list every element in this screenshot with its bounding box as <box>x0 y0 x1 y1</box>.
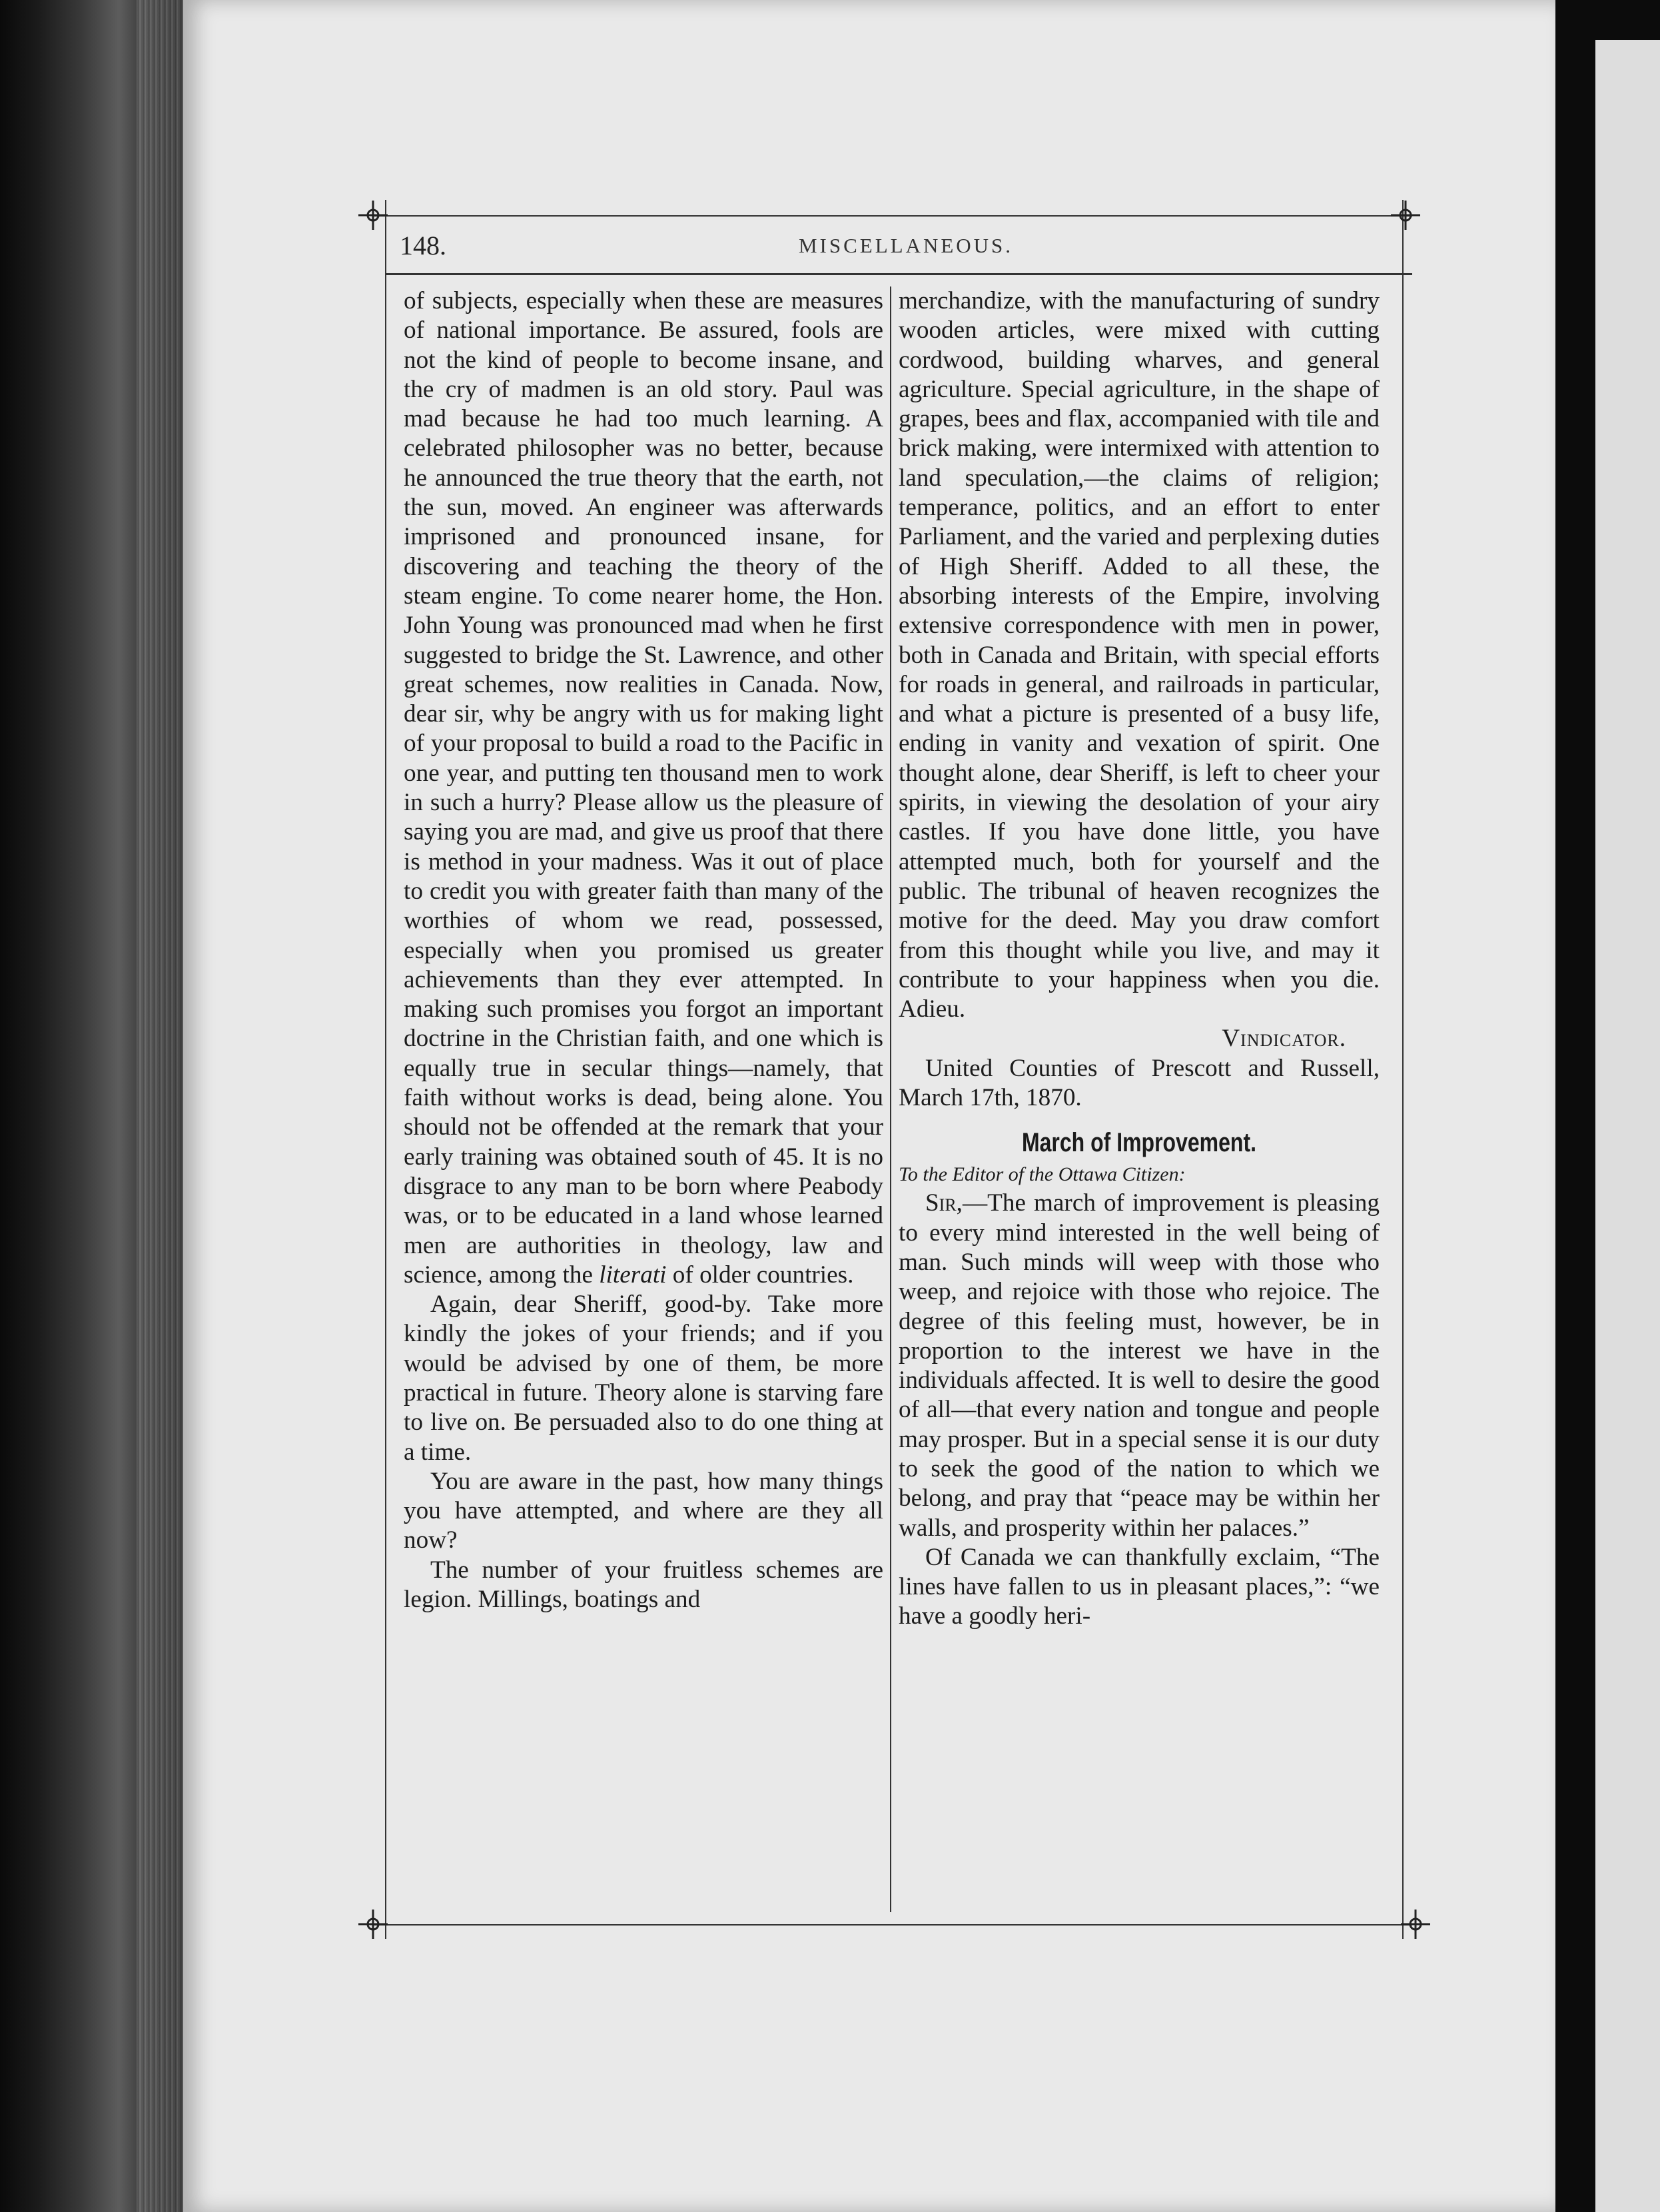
paragraph: You are aware in the past, how many things you have attempted, and where are they all now? <box>404 1467 883 1554</box>
place-date: United Counties of Prescott and Russell, March 17th, 1870. <box>899 1054 1380 1112</box>
corner-ornament-icon <box>358 201 388 230</box>
paragraph: merchandize, with the manufacturing of sundry wooden articles, were mixed with cutting cordwood, building wharves, and general agriculture. Special agriculture, in the shape of grapes, bees and flax, accompanied with tile and brick making, were intermixed with attention to land speculation,—the claims of religion; temperance, politics, and an effort to enter Parliament, and the varied and perplexing duties of High Sheriff. Added to all these, the absorbing interests of the Empire, involving extensive correspondence with men in power, both in Canada and Britain, with special efforts for roads in general, and railroads in particular, and what a picture is presented of a busy life, ending in vanity and vexation of spirit. One thought alone, dear Sheriff, is left to cheer your spirits, in viewing the desolation of your airy castles. If you have done little, you have attempted much, both for yourself and the public. The tribunal of heaven recognizes the motive for the deed. May you draw comfort from this thought while you live, and may it contribute to your happiness when you die. Adieu. <box>899 287 1380 1023</box>
frame-left-rule <box>385 200 386 1939</box>
right-column <box>899 286 1380 1912</box>
frame-bottom-rule <box>373 1924 1412 1926</box>
header-rule <box>386 273 1412 275</box>
corner-ornament-icon <box>358 1910 388 1939</box>
paragraph <box>899 1189 1380 1543</box>
column-divider <box>890 286 891 1912</box>
paragraph: Again, dear Sheriff, good-by. Take more kindly the jokes of your friends; and if you would be advised by one of them, be more practical in future. Theory alone is starving fare to live on. Be persuaded also to do one thing at a time. <box>404 1291 883 1466</box>
section-title: MISCELLANEOUS. <box>798 234 1014 257</box>
signature: Vindicator. <box>1222 1025 1346 1053</box>
italic-term: literati <box>599 1261 667 1289</box>
paragraph <box>404 286 883 1290</box>
salutation: Sir, <box>925 1189 963 1217</box>
page-number: 148. <box>400 231 446 261</box>
corner-ornament-icon <box>1391 201 1420 230</box>
left-column <box>404 286 883 1912</box>
page-edges <box>137 0 183 2212</box>
paragraph: Of Canada we can thankfully exclaim, “The lines have fallen to us in pleasant places,”: “we have a goodly heri- <box>899 1543 1380 1630</box>
article-heading: March of Improvement. <box>1021 1128 1257 1158</box>
running-head <box>400 230 1412 270</box>
paragraph-text: of older countries. <box>666 1261 854 1289</box>
facing-page-edge <box>1595 40 1660 2212</box>
corner-ornament-icon <box>1401 1910 1430 1939</box>
paragraph: The number of your fruitless schemes are legion. Millings, boatings and <box>404 1556 883 1614</box>
frame-right-rule <box>1402 200 1404 1939</box>
paragraph-text: of subjects, especially when these are measures of national importance. Be assured, fools are not the kind of people to become insane, and the cry of madmen is an old story. Paul was mad because he had too much learning. A celebrated philosopher was no better, because he announced the true theory that the earth, not the sun, moved. An engineer was afterwards imprisoned and pronounced insane, for discovering and teaching the theory of the steam engine. To come nearer home, the Hon. John Young was pronounced mad when he first suggested to bridge the St. Lawrence, and other great schemes, now realities in Canada. Now, dear sir, why be angry with us for making light of your proposal to build a road to the Pacific in one year, and putting ten thousand men to work in such a hurry? Please allow us the pleasure of saying you are mad, and give us proof that there is method in your madness. Was it out of place to credit you with greater faith than many of the worthies of whom we read, possessed, especially when you promised us greater achievements than they ever attempted. In making such promises you forgot an important doctrine in the Christian faith, and one which is equally true in secular things—namely, that faith without works is dead, being alone. You should not be offended at the remark that your early training was obtained south of 45. It is no disgrace to any man to be born where Peabody was, or to be educated in a land whose learned men are authorities in theology, law and science, among the <box>404 287 883 1289</box>
paragraph-text: —The march of improvement is pleasing to every mind interested in the well being of man. Such minds will weep with those who weep, and rejoice with those who rejoice. The degree of this feeling must, however, be in proportion to the interest we have in the individuals affected. It is well to desire the good of all—that every nation and tongue and people may prosper. But in a special sense it is our duty to seek the good of the nation to which we belong, and pray that “peace may be within her walls, and prosperity within her palaces.” <box>899 1189 1380 1542</box>
addressee: To the Editor of the Ottawa Citizen: <box>899 1163 1186 1186</box>
frame-top-rule <box>373 215 1412 217</box>
